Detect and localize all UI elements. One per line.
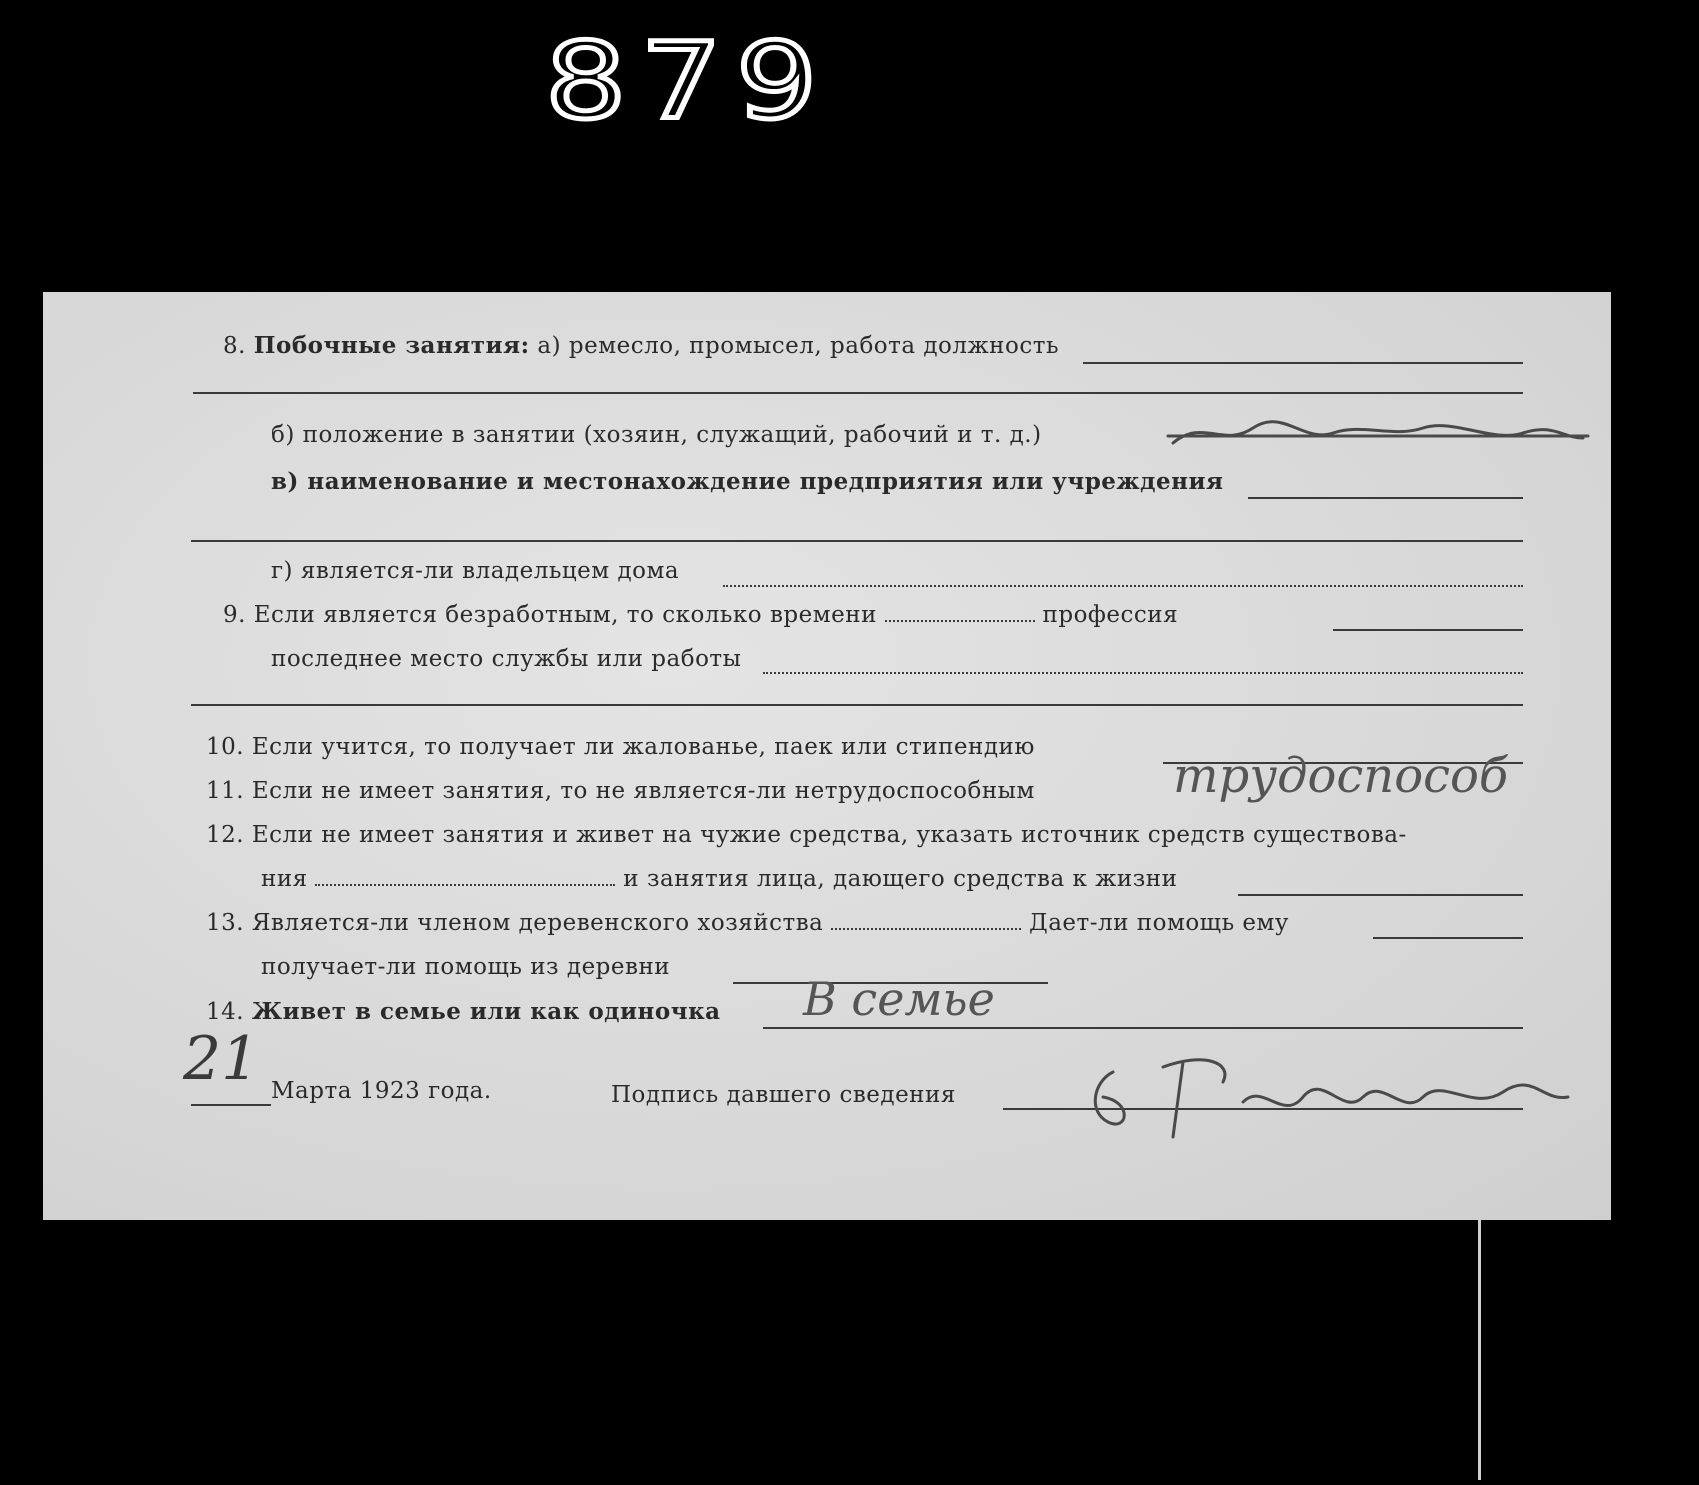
- q14-line: [206, 998, 721, 1025]
- q9-profession-line: [1333, 629, 1523, 631]
- q11-number: 11.: [206, 778, 245, 804]
- q8-v-label: [271, 468, 1224, 495]
- q12-number: 12.: [206, 822, 245, 848]
- frame-number: 879: [545, 20, 832, 144]
- q10-number: 10.: [206, 734, 245, 760]
- signature-handwriting: [1073, 1042, 1583, 1152]
- footer-signature-label: Подпись давшего сведения: [611, 1082, 956, 1108]
- q9-line2: последнее место службы или работы: [271, 646, 742, 672]
- q14-number: 14.: [206, 999, 245, 1025]
- q14-text: Живет в семье или как одиночка: [251, 998, 721, 1025]
- q8-g-label: г) является-ли владельцем дома: [271, 558, 680, 584]
- footer-day: 21: [183, 1024, 260, 1094]
- q8-v-text: в) наименование и местонахождение предприятия или учреждения: [271, 468, 1224, 495]
- q9-line1-b: профессия: [1042, 602, 1179, 628]
- q9-line1: [223, 602, 1178, 628]
- q9-duration-line: [885, 620, 1035, 622]
- q14-handwritten-answer: В семье: [803, 972, 995, 1026]
- q11-line: [206, 778, 1035, 804]
- q12-line2-a: ния: [261, 866, 308, 892]
- q8-v-answer-line-2: [191, 540, 1523, 542]
- q12-line1: [206, 822, 1407, 848]
- q8-number: 8.: [223, 333, 246, 359]
- footer-day-line: [191, 1104, 271, 1106]
- q13-line1-b: Дает-ли помощь ему: [1029, 910, 1289, 936]
- q10-text: Если учится, то получает ли жалованье, паек или стипендию: [251, 734, 1035, 760]
- q13-help-line: [1373, 937, 1523, 939]
- q12-line2: [261, 866, 1177, 892]
- q13-member-line: [831, 928, 1021, 930]
- q13-line1: [206, 910, 1289, 936]
- q9-last-job-line: [763, 672, 1523, 674]
- q9-last-job-line-2: [191, 704, 1523, 706]
- q11-handwritten-answer: трудоспособ: [1173, 748, 1509, 804]
- q10-line: [206, 734, 1035, 760]
- footer-date: Марта 1923 года.: [271, 1078, 492, 1104]
- q8-g-answer-line: [723, 585, 1523, 587]
- q14-answer-line: [763, 1027, 1523, 1029]
- q8-b-label: б) положение в занятии (хозяин, служащий, рабочий и т. д.): [271, 422, 1042, 448]
- card-edge: [1478, 1218, 1481, 1480]
- q8-a-answer-line-2: [193, 392, 1523, 394]
- q8-v-answer-line: [1248, 497, 1523, 499]
- q8-a-label: а) ремесло, промысел, работа должность: [537, 333, 1059, 359]
- q11-text: Если не имеет занятия, то не является-ли нетрудоспособным: [251, 778, 1035, 804]
- q12-answer-line: [1238, 894, 1523, 896]
- q9-line1-a: Если является безработным, то сколько времени: [253, 602, 877, 628]
- q13-line2: получает-ли помощь из деревни: [261, 954, 671, 980]
- q9-number: 9.: [223, 602, 246, 628]
- q8-line-a: [223, 332, 1059, 359]
- q12-line2-b: и занятия лица, дающего средства к жизни: [623, 866, 1178, 892]
- q12-source-line: [315, 884, 615, 886]
- q12-line1-text: Если не имеет занятия и живет на чужие средства, указать источник средств существова-: [251, 822, 1407, 848]
- q8-b-struck-handwriting: [1163, 408, 1593, 458]
- q8-heading: Побочные занятия:: [253, 332, 530, 359]
- questionnaire-card: [43, 292, 1611, 1220]
- q13-line1-a: Является-ли членом деревенского хозяйства: [251, 910, 824, 936]
- q8-a-answer-line: [1083, 362, 1523, 364]
- q13-number: 13.: [206, 910, 245, 936]
